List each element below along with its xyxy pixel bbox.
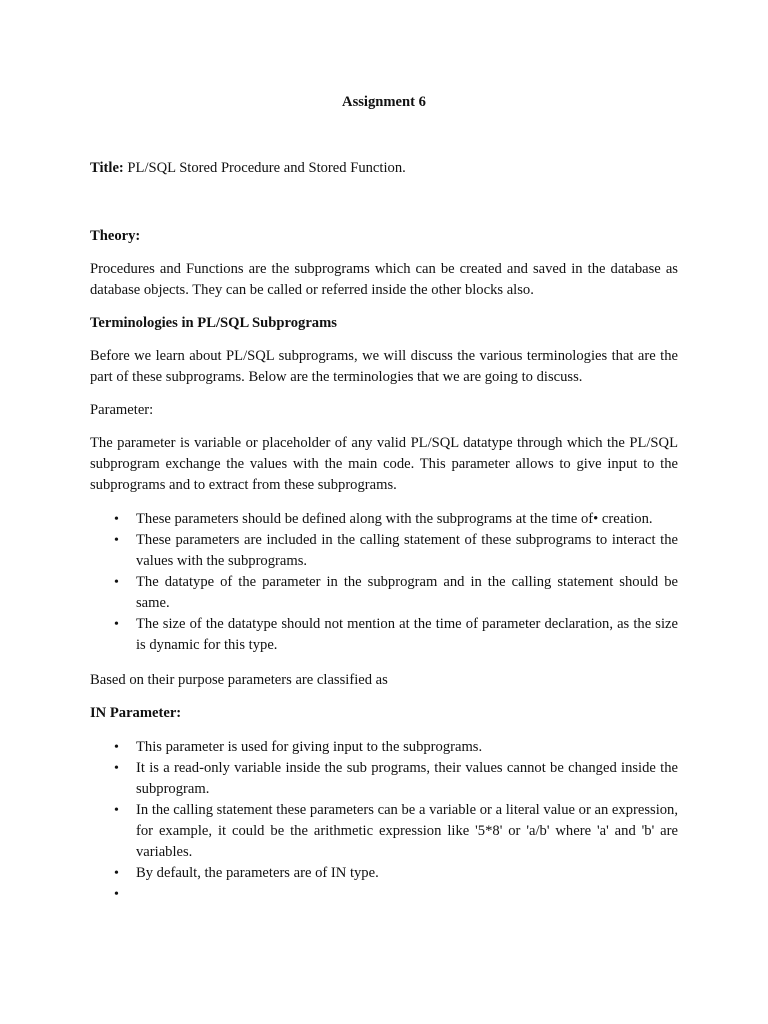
list-item [90, 614, 678, 656]
list-item-text: By default, the parameters are of IN type. [136, 865, 379, 881]
list-item [90, 863, 678, 884]
list-item [90, 509, 678, 530]
list-item-text: These parameters should be defined along with the subprograms at the time of• creation. [136, 511, 653, 527]
list-item-text: The datatype of the parameter in the subprogram and in the calling statement should be same. [136, 574, 678, 611]
bullet-icon: • [114, 575, 119, 590]
list-item [90, 530, 678, 572]
bullet-icon: • [114, 533, 119, 548]
bullet-icon: • [114, 866, 119, 881]
classified-text: Based on their purpose parameters are classified as [90, 672, 388, 688]
in-parameter-heading: IN Parameter: [90, 705, 182, 721]
title-line [90, 158, 678, 179]
list-item-text: This parameter is used for giving input to the subprograms. [136, 739, 483, 755]
bullet-icon: • [114, 617, 119, 632]
title-text: PL/SQL Stored Procedure and Stored Function. [123, 160, 406, 176]
list-item [90, 737, 678, 758]
list-item-text: In the calling statement these parameters can be a variable or a literal value or an expression, for example, it could be the arithmetic expression like '5*8' or 'a/b' where 'a' and 'b' are variables. [136, 802, 678, 860]
in-parameter-bullet-list [90, 737, 678, 902]
list-item-text: The size of the datatype should not mention at the time of parameter declaration, as the size is dynamic for this type. [136, 616, 678, 653]
list-item [90, 800, 678, 863]
parameter-paragraph: The parameter is variable or placeholder of any valid PL/SQL datatype through which the PL/SQL subprogram exchange the values with the main code. This parameter allows to give input to the subprograms and to extract from these subprograms. [90, 435, 678, 493]
title-label: Title: [90, 160, 124, 176]
list-item-text: These parameters are included in the calling statement of these subprograms to interact the values with the subprograms. [136, 532, 678, 569]
assignment-heading: Assignment 6 [342, 94, 426, 110]
list-item [90, 572, 678, 614]
bullet-icon: • [114, 512, 119, 527]
bullet-icon: • [114, 803, 119, 818]
theory-paragraph: Procedures and Functions are the subprograms which can be created and saved in the database as database objects. They can be called or referred inside the other blocks also. [90, 261, 678, 298]
parameter-bullet-list [90, 509, 678, 656]
parameter-label: Parameter: [90, 402, 154, 418]
bullet-icon: • [114, 761, 119, 776]
bullet-icon: • [114, 887, 119, 902]
terminologies-heading: Terminologies in PL/SQL Subprograms [90, 315, 337, 331]
theory-heading: Theory: [90, 228, 141, 244]
terminologies-paragraph: Before we learn about PL/SQL subprograms, we will discuss the various terminologies that are the part of these subprograms. Below are the terminologies that we are going to discuss. [90, 348, 678, 385]
list-item-text: It is a read-only variable inside the sub programs, their values cannot be changed inside the subprogram. [136, 760, 678, 797]
bullet-icon: • [114, 740, 119, 755]
list-item [90, 758, 678, 800]
